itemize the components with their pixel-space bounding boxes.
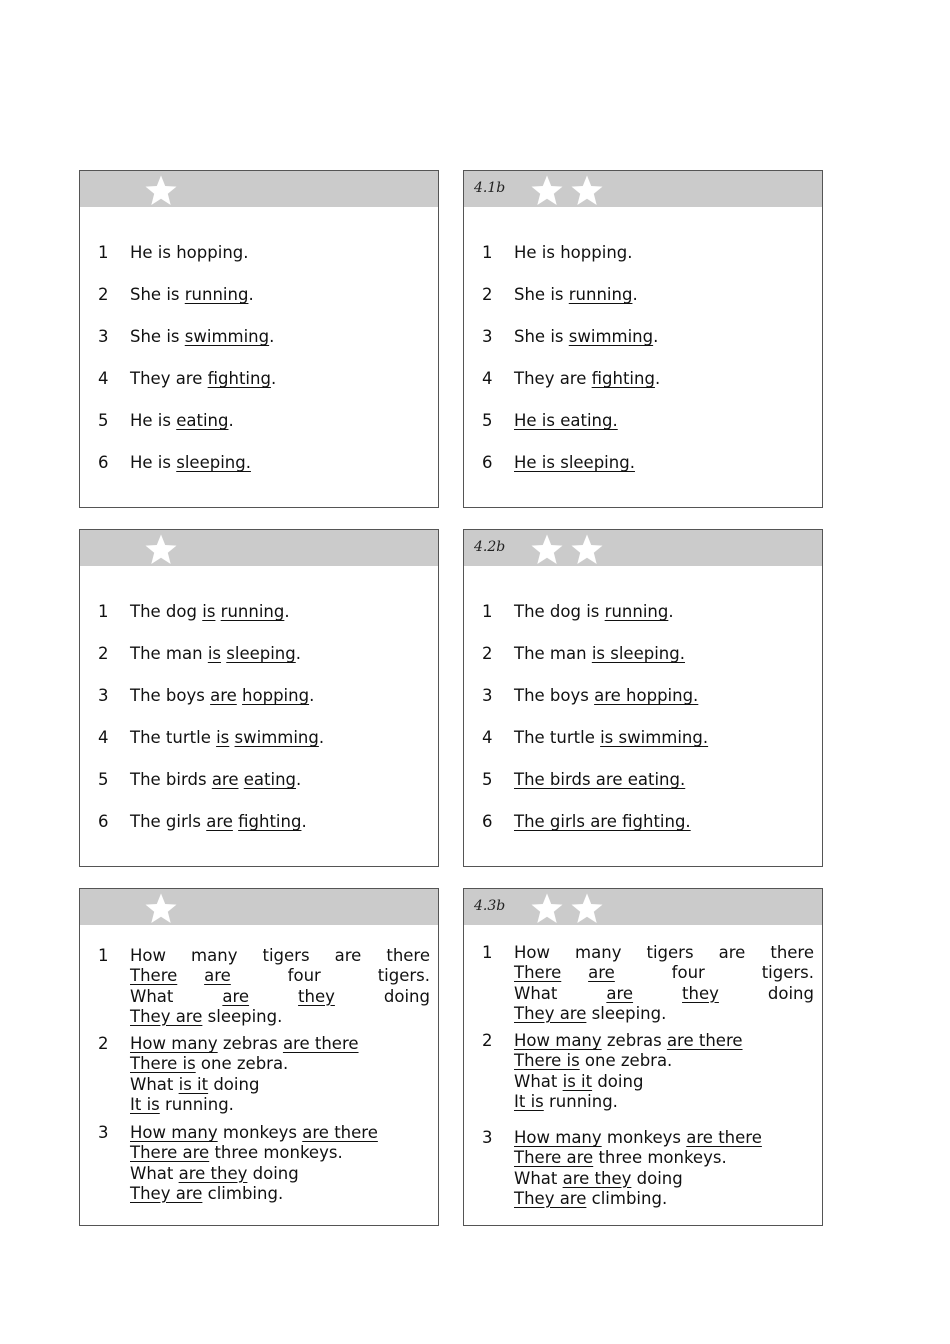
- exercise-card-4: 4.2b 1 The dog is running. 2 The man is sleeping. 3 The boys are hopping. 4 The turtle is swimming. 5 The birds are eating. 6 The girls are fighting.: [463, 529, 823, 867]
- exercise-label: 4.2b: [474, 539, 506, 555]
- exercise-label: 4.3b: [474, 898, 506, 914]
- star-icon: [570, 174, 604, 208]
- card-header: [80, 889, 438, 925]
- exercise-card-1: 1 He is hopping. 2 She is running. 3 She is swimming. 4 They are fighting. 5 He is eating. 6 He is sleeping.: [79, 170, 439, 508]
- star-icon: [144, 533, 178, 567]
- card-header: [464, 530, 822, 566]
- card-header: [80, 530, 438, 566]
- star-icon: [530, 892, 564, 926]
- star-icon: [530, 533, 564, 567]
- star-icon: [570, 892, 604, 926]
- card-header: [464, 889, 822, 925]
- exercise-card-3: 1 The dog is running. 2 The man is sleeping. 3 The boys are hopping. 4 The turtle is swimming. 5 The birds are eating. 6 The girls are fighting.: [79, 529, 439, 867]
- exercise-card-2: 4.1b 1 He is hopping. 2 She is running. 3 She is swimming. 4 They are fighting. 5 He is eating. 6 He is sleeping.: [463, 170, 823, 508]
- star-icon: [144, 892, 178, 926]
- star-icon: [144, 174, 178, 208]
- exercise-card-5: 1 How many tigers are there There are four tigers. What are they doing They are sleeping. 2 How many zebras are there There is one zebra. What is it doing It is running. 3 How many monkeys are there There are three monkeys. What are they doing They are climbing.: [79, 888, 439, 1226]
- star-icon: [570, 533, 604, 567]
- card-header: [80, 171, 438, 207]
- card-header: [464, 171, 822, 207]
- star-icon: [530, 174, 564, 208]
- exercise-label: 4.1b: [474, 180, 506, 196]
- exercise-card-6: 4.3b 1 How many tigers are there There are four tigers. What are they doing They are sleeping. 2 How many zebras are there There is one zebra. What is it doing It is running. 3 How many monkeys are there There are three monkeys. What are they doing They are climbing.: [463, 888, 823, 1226]
